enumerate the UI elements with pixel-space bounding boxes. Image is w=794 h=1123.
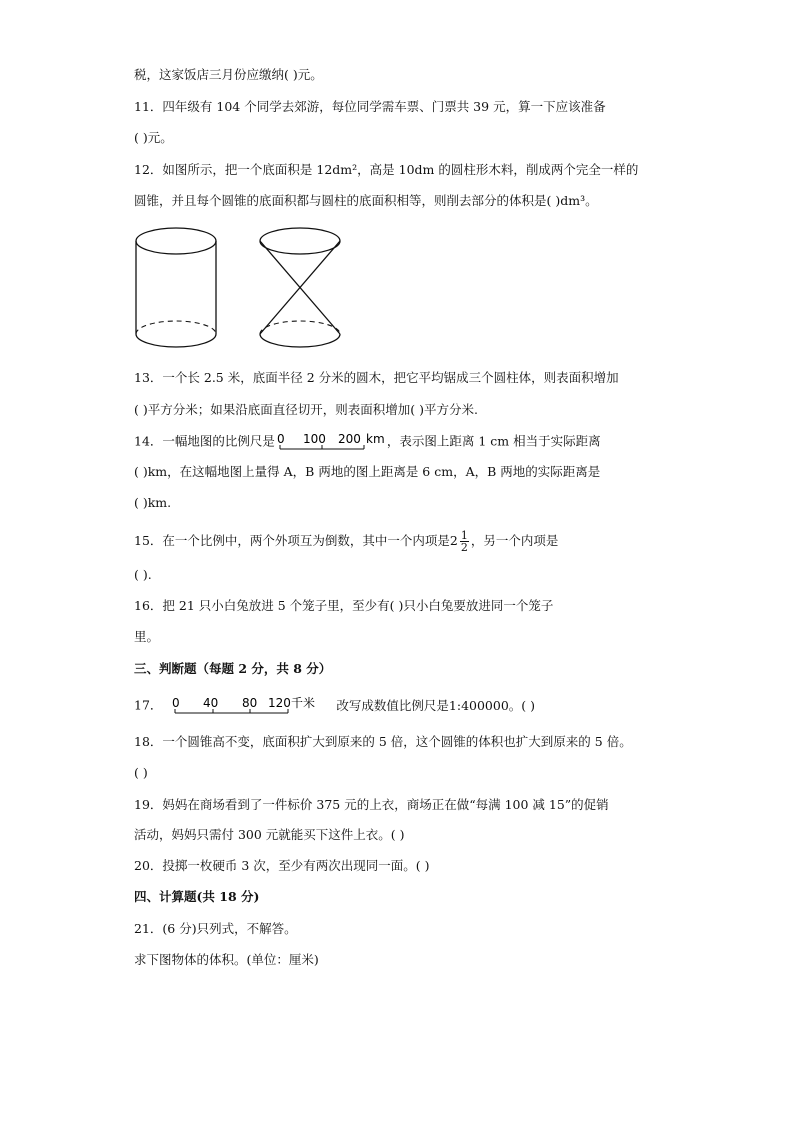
q16-line1: 16．把 21 只小白兔放进 5 个笼子里，至少有( )只小白兔要放进同一个笼子: [134, 598, 554, 613]
section-4-heading: 四、计算题(共 18 分): [134, 889, 260, 904]
q14-line2: ( )km，在这幅地图上量得 A，B 两地的图上距离是 6 cm，A，B 两地的实际距离是: [134, 464, 601, 479]
q21-line2: 求下图物体的体积。(单位：厘米): [134, 952, 319, 967]
q17-number: 17．: [134, 697, 163, 713]
q15-fraction-denominator: 2: [460, 541, 468, 554]
q14-scale-tick-200: 200: [337, 432, 361, 446]
q14-line1-pre: 14．一幅地图的比例尺是: [134, 433, 275, 449]
q14-scale-tick-0: 0: [276, 432, 285, 446]
q15-fraction-numerator: 1: [460, 529, 468, 542]
q14-scale-unit: km: [365, 432, 385, 446]
q14-scale-bar: [275, 431, 387, 453]
q17-scale-unit: 千米: [291, 696, 316, 710]
q15-line2: ( ).: [134, 567, 152, 582]
q17-scale-tick-0: 0: [172, 696, 181, 710]
q20-line: 20．投掷一枚硬币 3 次，至少有两次出现同一面。( ): [134, 858, 430, 873]
q18-line1: 18．一个圆锥高不变，底面积扩大到原来的 5 倍，这个圆锥的体积也扩大到原来的 5 倍。: [134, 734, 632, 749]
q15-fraction: [460, 530, 469, 553]
q18-line2: ( ): [134, 765, 148, 780]
q17-scale-bar: [170, 695, 330, 717]
q19-line2: 活动，妈妈只需付 300 元就能买下这件上衣。( ): [134, 827, 405, 842]
q15-line1-post: ，另一个内项是: [470, 533, 559, 548]
q17-text: 改写成数值比例尺是1:400000。( ): [336, 697, 536, 713]
q10-tail: 税，这家饭店三月份应缴纳( )元。: [134, 67, 323, 82]
q15-line1: [134, 530, 558, 553]
q17-line: [134, 695, 535, 717]
q19-line1: 19．妈妈在商场看到了一件标价 375 元的上衣，商场正在做“每满 100 减 15”的促销: [134, 797, 609, 812]
q21-line1: 21．(6 分)只列式，不解答。: [134, 921, 297, 936]
q14-line1-post: ，表示图上距离 1 cm 相当于实际距离: [386, 433, 601, 449]
section-3-heading: 三、判断题（每题 2 分，共 8 分）: [134, 661, 332, 676]
q11-line1: 11．四年级有 104 个同学去郊游，每位同学需车票、门票共 39 元，算一下应该准备: [134, 99, 606, 114]
q15-mixed-whole: 2: [449, 533, 458, 548]
q11-line2: ( )元。: [134, 130, 173, 145]
q17-scale-tick-120: 120: [268, 696, 292, 710]
q14-line1: [134, 431, 601, 453]
q15-line1-pre: 15．在一个比例中，两个外项互为倒数，其中一个内项是: [134, 533, 450, 548]
q16-line2: 里。: [134, 629, 160, 644]
q13-line2: ( )平方分米；如果沿底面直径切开，则表面积增加( )平方分米.: [134, 402, 478, 417]
q17-scale-tick-80: 80: [242, 696, 258, 710]
q14-scale-tick-100: 100: [302, 432, 326, 446]
q12-line1: 12．如图所示，把一个底面积是 12dm²，高是 10dm 的圆柱形木料，削成两个完全一样的: [134, 162, 639, 177]
q14-line3: ( )km.: [134, 495, 172, 510]
cylinder-figure: [130, 225, 222, 355]
q12-line2: 圆锥，并且每个圆锥的底面积都与圆柱的底面积相等，则削去部分的体积是( )dm³。: [134, 193, 598, 208]
two-cones-figure: [254, 225, 346, 355]
q17-scale-tick-40: 40: [203, 696, 219, 710]
q13-line1: 13．一个长 2.5 米，底面半径 2 分米的圆木，把它平均锯成三个圆柱体，则表面积增加: [134, 370, 619, 385]
